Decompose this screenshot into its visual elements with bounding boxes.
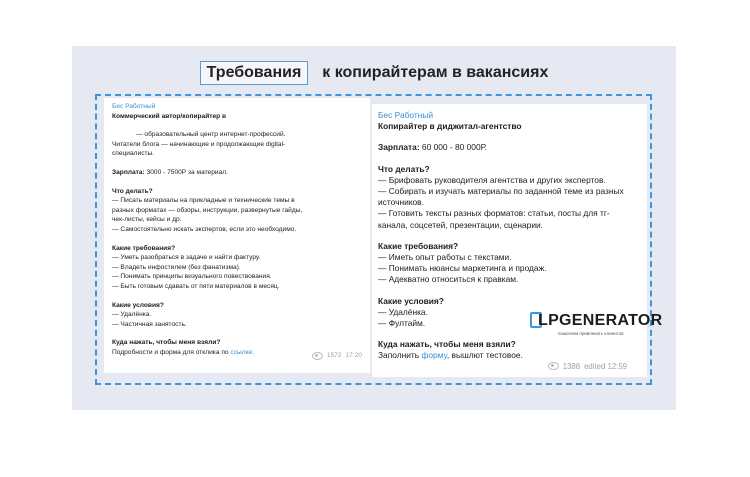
- form-link[interactable]: форму: [421, 350, 447, 361]
- post-meta: [312, 351, 362, 361]
- logo-text: LPGENERATOR: [538, 312, 663, 329]
- click-line: Подробности и форма для отклика по ссылке.: [112, 348, 255, 356]
- todo-line: — Брифовать руководителя агентства и других экспертов.: [378, 174, 606, 185]
- cond-heading: Какие условия?: [112, 301, 164, 309]
- post-line: — образовательный центр интернет-профессий.: [136, 131, 286, 139]
- heading-highlight: Требования: [200, 61, 309, 85]
- todo-line: чек-листы, кейсы и др.: [112, 216, 182, 224]
- post-salary: Зарплата: 60 000 - 80 000Р.: [378, 142, 487, 153]
- req-line: — Понимать нюансы маркетинга и продаж.: [378, 263, 547, 274]
- heading-text: к копирайтерам в вакансиях: [322, 64, 549, 81]
- click-line: Заполнить форму, вышлют тестовое.: [378, 350, 523, 361]
- cond-heading: Какие условия?: [378, 295, 444, 306]
- todo-line: — Собирать и изучать материалы по заданной теме из разных: [378, 186, 624, 197]
- req-line: — Уметь разобраться в задаче и найти фактуру.: [112, 254, 261, 262]
- todo-line: источников.: [378, 197, 424, 208]
- post-title: Копирайтер в диджитал-агентство: [378, 121, 522, 132]
- click-heading: Куда нажать, чтобы меня взяли?: [378, 339, 516, 350]
- req-line: — Адекватно относиться к правкам.: [378, 274, 519, 285]
- logo-tagline: помогаем привлекать клиентов: [558, 331, 624, 336]
- post-time: 17:20: [345, 352, 362, 360]
- view-count: 1572: [326, 352, 342, 360]
- view-count: 1388: [562, 361, 581, 371]
- todo-line: — Самостоятельно искать экспертов, если это необходимо.: [112, 225, 297, 233]
- post-author[interactable]: Бес Работный: [378, 110, 434, 120]
- details-link[interactable]: ссылке.: [230, 348, 255, 356]
- todo-heading: Что делать?: [112, 187, 153, 195]
- req-line: — Владеть инфостилем (без фанатизма).: [112, 263, 241, 271]
- cond-line: — Частичная занятость.: [112, 320, 187, 328]
- req-line: — Понимать принципы визуального повествования.: [112, 273, 272, 281]
- post-meta: [548, 361, 627, 372]
- cond-line: — Удалёнка.: [378, 306, 428, 317]
- cond-line: — Удалёнка.: [112, 311, 152, 319]
- lpgenerator-logo: [530, 310, 663, 340]
- eye-icon: [548, 362, 559, 370]
- post-time: edited 12:59: [584, 361, 627, 371]
- todo-line: — Готовить тексты разных форматов: статьи, посты для тг-: [378, 208, 610, 219]
- eye-icon: [312, 352, 323, 360]
- cond-line: — Фултайм.: [378, 318, 426, 329]
- heading-row: [72, 60, 676, 86]
- todo-line: канала, соцсетей, презентации, сценарии.: [378, 219, 544, 230]
- todo-line: — Писать материалы на прикладные и технические темы в: [112, 197, 295, 205]
- req-line: — Иметь опыт работы с текстами.: [378, 252, 512, 263]
- req-line: — Быть готовым сдавать от пяти материалов в месяц.: [112, 282, 280, 290]
- req-heading: Какие требования?: [378, 240, 459, 251]
- post-line: специалисты.: [112, 150, 155, 158]
- post-salary: Зарплата: 3000 - 7500Р за материал.: [112, 168, 228, 176]
- vacancy-post-left: [104, 98, 370, 373]
- post-author[interactable]: Бес Работный: [112, 103, 156, 110]
- req-heading: Какие требования?: [112, 244, 176, 252]
- post-title: Коммерческий автор/копирайтер в: [112, 112, 227, 120]
- click-heading: Куда нажать, чтобы меня взяли?: [112, 339, 221, 347]
- todo-line: разных форматах — обзоры, инструкции, развернутые гайды,: [112, 206, 303, 214]
- todo-heading: Что делать?: [378, 163, 430, 174]
- post-line: Читатели блога — начинающие и продолжающие digital-: [112, 140, 286, 148]
